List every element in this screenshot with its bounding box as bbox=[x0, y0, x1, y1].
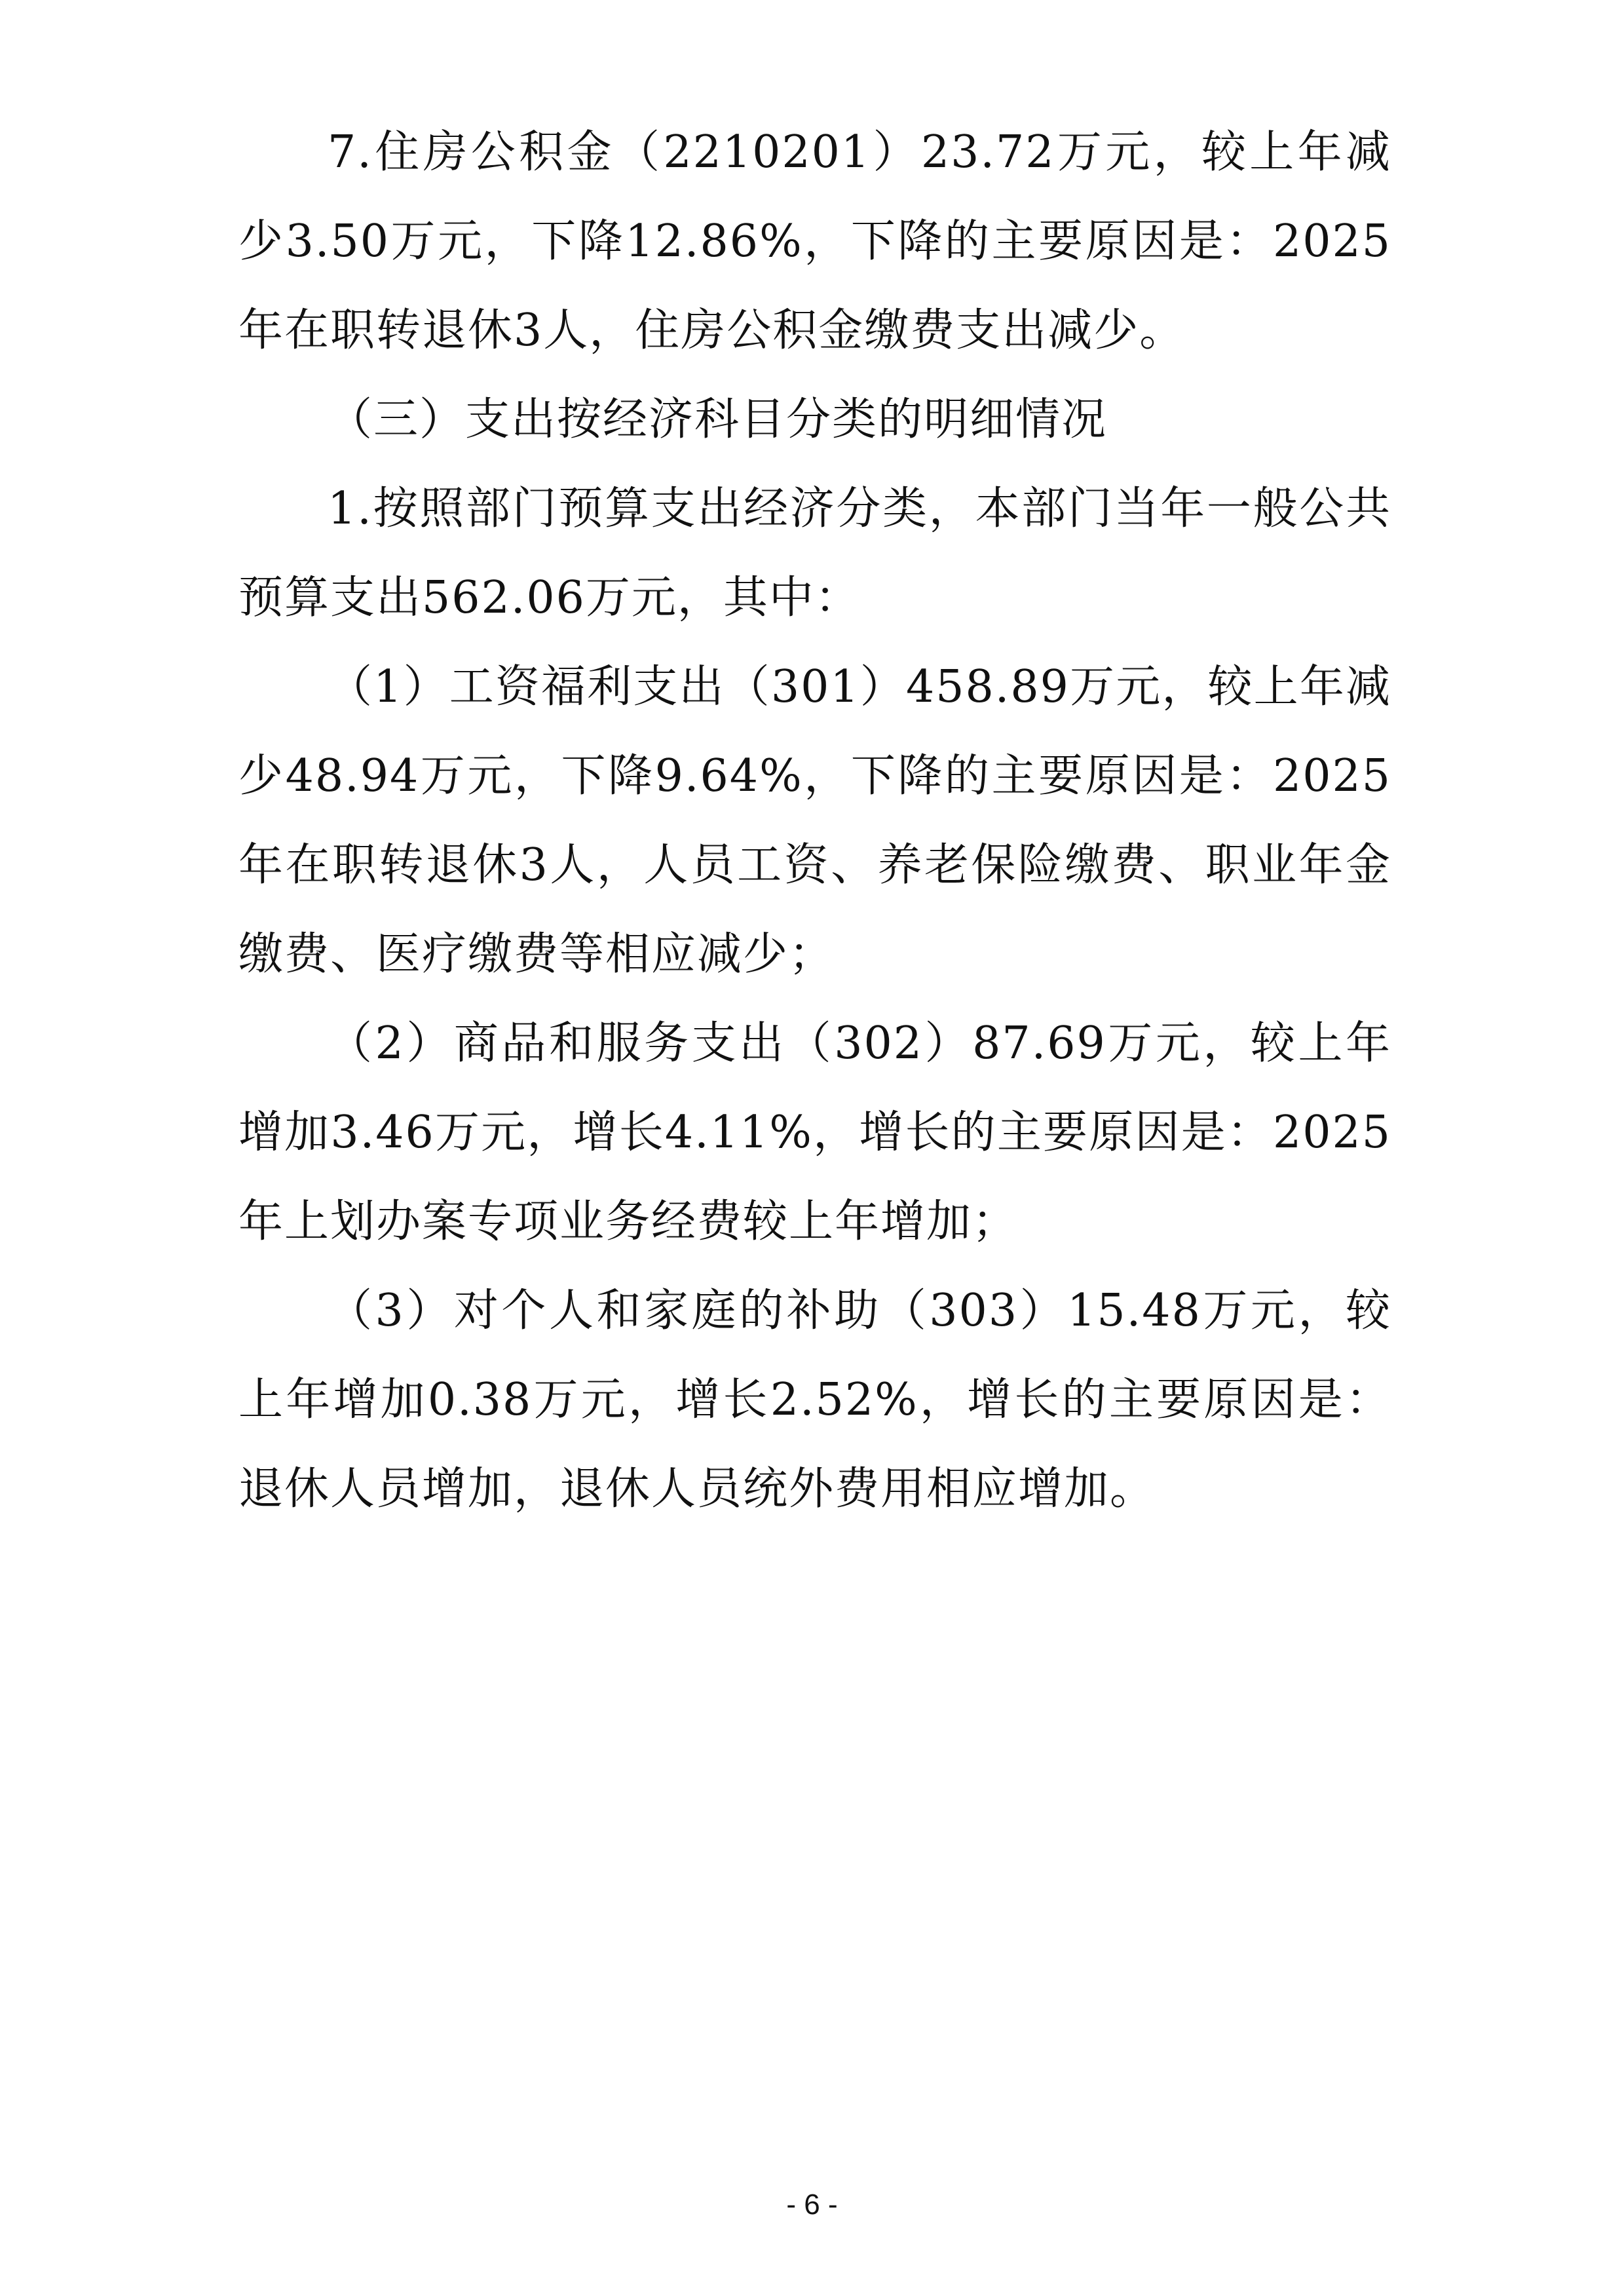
paragraph-housing-fund: 7.住房公积金（2210201）23.72万元，较上年减少3.50万元，下降12.86%，下降的主要原因是：2025年在职转退休3人，住房公积金缴费支出减少。 bbox=[238, 126, 1391, 356]
paragraph-household-subsidy: （3）对个人和家庭的补助（303）15.48万元，较上年增加0.38万元，增长2.52%，增长的主要原因是：退休人员增加，退休人员统外费用相应增加。 bbox=[238, 1285, 1391, 1515]
paragraph-budget-total: 1.按照部门预算支出经济分类，本部门当年一般公共预算支出562.06万元，其中： bbox=[238, 483, 1391, 624]
document-body bbox=[238, 108, 1391, 1534]
paragraph-goods-services: （2）商品和服务支出（302）87.69万元，较上年增加3.46万元，增长4.11%，增长的主要原因是：2025年上划办案专项业务经费较上年增加； bbox=[238, 1018, 1391, 1248]
section-heading-economic-classification: （三）支出按经济科目分类的明细情况 bbox=[328, 394, 1108, 446]
page-number: - 6 - bbox=[786, 2189, 838, 2221]
paragraph-salary-welfare: （1）工资福利支出（301）458.89万元，较上年减少48.94万元，下降9.64%，下降的主要原因是：2025年在职转退休3人，人员工资、养老保险缴费、职业年金缴费、医疗缴费等相应减少； bbox=[238, 661, 1391, 980]
